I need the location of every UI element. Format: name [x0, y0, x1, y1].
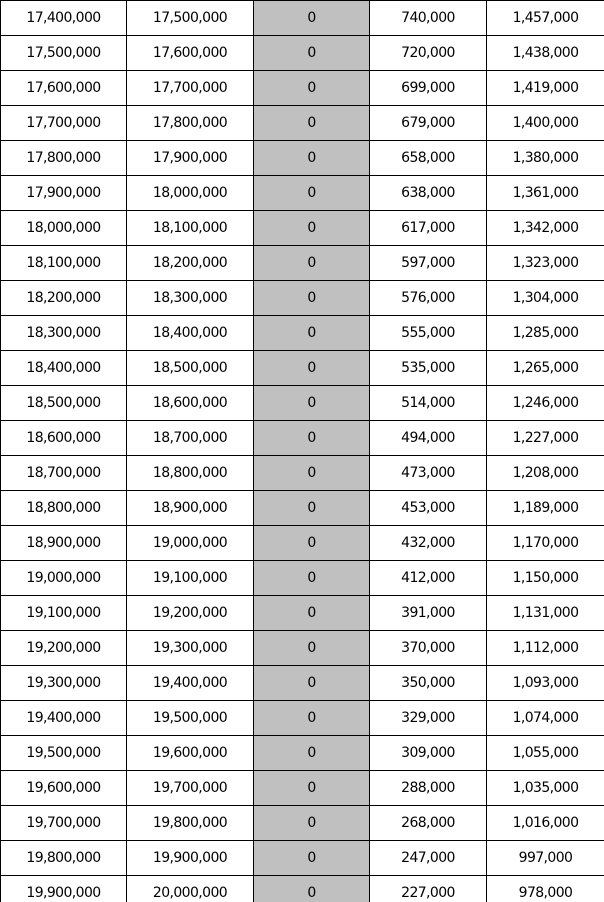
table-row — [1, 666, 604, 701]
total-cell: 1,093,000 — [487, 666, 604, 701]
range-to-cell: 19,800,000 — [127, 806, 254, 841]
total-cell: 1,208,000 — [487, 456, 604, 491]
range-from-cell: 17,800,000 — [1, 141, 127, 176]
value-cell: 391,000 — [370, 596, 487, 631]
range-from-cell: 19,800,000 — [1, 841, 127, 876]
amount-cell: 0 — [254, 596, 370, 631]
value-cell: 740,000 — [370, 1, 487, 36]
amount-cell: 0 — [254, 316, 370, 351]
table-row — [1, 806, 604, 841]
amount-cell: 0 — [254, 386, 370, 421]
value-cell: 227,000 — [370, 876, 487, 902]
table-row — [1, 421, 604, 456]
value-cell: 247,000 — [370, 841, 487, 876]
range-from-cell: 17,500,000 — [1, 36, 127, 71]
total-cell: 1,323,000 — [487, 246, 604, 281]
range-from-cell: 18,600,000 — [1, 421, 127, 456]
range-to-cell: 18,600,000 — [127, 386, 254, 421]
table-row — [1, 561, 604, 596]
total-cell: 1,304,000 — [487, 281, 604, 316]
range-to-cell: 18,200,000 — [127, 246, 254, 281]
amount-cell: 0 — [254, 876, 370, 902]
total-cell: 1,419,000 — [487, 71, 604, 106]
total-cell: 1,342,000 — [487, 211, 604, 246]
range-from-cell: 18,400,000 — [1, 351, 127, 386]
range-to-cell: 19,900,000 — [127, 841, 254, 876]
range-to-cell: 19,100,000 — [127, 561, 254, 596]
range-to-cell: 18,300,000 — [127, 281, 254, 316]
amount-cell: 0 — [254, 106, 370, 141]
range-to-cell: 18,100,000 — [127, 211, 254, 246]
total-cell: 1,400,000 — [487, 106, 604, 141]
value-cell: 288,000 — [370, 771, 487, 806]
table-row — [1, 246, 604, 281]
range-to-cell: 18,400,000 — [127, 316, 254, 351]
amount-cell: 0 — [254, 526, 370, 561]
range-from-cell: 19,900,000 — [1, 876, 127, 902]
amount-cell: 0 — [254, 281, 370, 316]
total-cell: 1,170,000 — [487, 526, 604, 561]
table-row — [1, 701, 604, 736]
table-row — [1, 736, 604, 771]
range-to-cell: 17,500,000 — [127, 1, 254, 36]
value-cell: 658,000 — [370, 141, 487, 176]
table-row — [1, 631, 604, 666]
range-to-cell: 17,800,000 — [127, 106, 254, 141]
table-row — [1, 316, 604, 351]
amount-cell: 0 — [254, 141, 370, 176]
total-cell: 1,380,000 — [487, 141, 604, 176]
table-row — [1, 176, 604, 211]
value-cell: 699,000 — [370, 71, 487, 106]
range-from-cell: 18,300,000 — [1, 316, 127, 351]
table-row — [1, 876, 604, 902]
amount-cell: 0 — [254, 176, 370, 211]
value-cell: 597,000 — [370, 246, 487, 281]
range-from-cell: 19,500,000 — [1, 736, 127, 771]
value-cell: 370,000 — [370, 631, 487, 666]
amount-cell: 0 — [254, 701, 370, 736]
value-cell: 329,000 — [370, 701, 487, 736]
range-from-cell: 18,700,000 — [1, 456, 127, 491]
value-cell: 514,000 — [370, 386, 487, 421]
range-to-cell: 19,000,000 — [127, 526, 254, 561]
amount-cell: 0 — [254, 666, 370, 701]
total-cell: 978,000 — [487, 876, 604, 902]
amount-cell: 0 — [254, 806, 370, 841]
table-row — [1, 596, 604, 631]
total-cell: 1,227,000 — [487, 421, 604, 456]
amount-cell: 0 — [254, 456, 370, 491]
range-from-cell: 19,100,000 — [1, 596, 127, 631]
range-to-cell: 18,800,000 — [127, 456, 254, 491]
range-from-cell: 17,400,000 — [1, 1, 127, 36]
total-cell: 1,361,000 — [487, 176, 604, 211]
amount-cell: 0 — [254, 631, 370, 666]
amount-cell: 0 — [254, 421, 370, 456]
range-from-cell: 18,900,000 — [1, 526, 127, 561]
table-row — [1, 771, 604, 806]
total-cell: 1,074,000 — [487, 701, 604, 736]
range-from-cell: 18,000,000 — [1, 211, 127, 246]
total-cell: 1,265,000 — [487, 351, 604, 386]
amount-cell: 0 — [254, 211, 370, 246]
range-to-cell: 19,200,000 — [127, 596, 254, 631]
amount-cell: 0 — [254, 491, 370, 526]
value-cell: 432,000 — [370, 526, 487, 561]
range-to-cell: 17,600,000 — [127, 36, 254, 71]
amount-cell: 0 — [254, 771, 370, 806]
range-to-cell: 19,400,000 — [127, 666, 254, 701]
range-from-cell: 18,500,000 — [1, 386, 127, 421]
table-row — [1, 211, 604, 246]
range-to-cell: 18,000,000 — [127, 176, 254, 211]
total-cell: 1,131,000 — [487, 596, 604, 631]
total-cell: 1,055,000 — [487, 736, 604, 771]
table-row — [1, 36, 604, 71]
table-row — [1, 1, 604, 36]
table-row — [1, 526, 604, 561]
range-from-cell: 17,700,000 — [1, 106, 127, 141]
value-cell: 350,000 — [370, 666, 487, 701]
table-row — [1, 386, 604, 421]
total-cell: 1,150,000 — [487, 561, 604, 596]
amount-cell: 0 — [254, 1, 370, 36]
table-row — [1, 141, 604, 176]
range-to-cell: 17,900,000 — [127, 141, 254, 176]
value-cell: 268,000 — [370, 806, 487, 841]
amount-cell: 0 — [254, 36, 370, 71]
total-cell: 1,016,000 — [487, 806, 604, 841]
value-cell: 617,000 — [370, 211, 487, 246]
range-from-cell: 17,900,000 — [1, 176, 127, 211]
amount-cell: 0 — [254, 841, 370, 876]
value-cell: 679,000 — [370, 106, 487, 141]
range-from-cell: 19,200,000 — [1, 631, 127, 666]
range-from-cell: 19,000,000 — [1, 561, 127, 596]
range-to-cell: 19,700,000 — [127, 771, 254, 806]
amount-cell: 0 — [254, 246, 370, 281]
range-from-cell: 19,700,000 — [1, 806, 127, 841]
amount-cell: 0 — [254, 351, 370, 386]
total-cell: 1,246,000 — [487, 386, 604, 421]
total-cell: 1,189,000 — [487, 491, 604, 526]
range-from-cell: 19,400,000 — [1, 701, 127, 736]
value-cell: 720,000 — [370, 36, 487, 71]
table-row — [1, 841, 604, 876]
range-from-cell: 18,800,000 — [1, 491, 127, 526]
table-row — [1, 456, 604, 491]
range-to-cell: 19,300,000 — [127, 631, 254, 666]
table-row — [1, 281, 604, 316]
value-cell: 535,000 — [370, 351, 487, 386]
table-row — [1, 491, 604, 526]
range-to-cell: 18,700,000 — [127, 421, 254, 456]
value-cell: 494,000 — [370, 421, 487, 456]
value-cell: 412,000 — [370, 561, 487, 596]
range-to-cell: 18,900,000 — [127, 491, 254, 526]
total-cell: 1,035,000 — [487, 771, 604, 806]
amount-cell: 0 — [254, 71, 370, 106]
value-cell: 638,000 — [370, 176, 487, 211]
table-row — [1, 106, 604, 141]
value-cell: 453,000 — [370, 491, 487, 526]
table-body — [1, 1, 604, 902]
value-cell: 555,000 — [370, 316, 487, 351]
range-from-cell: 18,100,000 — [1, 246, 127, 281]
range-from-cell: 18,200,000 — [1, 281, 127, 316]
value-cell: 309,000 — [370, 736, 487, 771]
table-row — [1, 351, 604, 386]
range-to-cell: 19,500,000 — [127, 701, 254, 736]
range-to-cell: 20,000,000 — [127, 876, 254, 902]
amount-cell: 0 — [254, 561, 370, 596]
range-from-cell: 19,300,000 — [1, 666, 127, 701]
total-cell: 1,438,000 — [487, 36, 604, 71]
total-cell: 1,457,000 — [487, 1, 604, 36]
range-to-cell: 18,500,000 — [127, 351, 254, 386]
value-cell: 473,000 — [370, 456, 487, 491]
total-cell: 1,285,000 — [487, 316, 604, 351]
range-from-cell: 19,600,000 — [1, 771, 127, 806]
range-to-cell: 17,700,000 — [127, 71, 254, 106]
value-cell: 576,000 — [370, 281, 487, 316]
total-cell: 997,000 — [487, 841, 604, 876]
range-from-cell: 17,600,000 — [1, 71, 127, 106]
table-row — [1, 71, 604, 106]
range-to-cell: 19,600,000 — [127, 736, 254, 771]
total-cell: 1,112,000 — [487, 631, 604, 666]
amount-cell: 0 — [254, 736, 370, 771]
